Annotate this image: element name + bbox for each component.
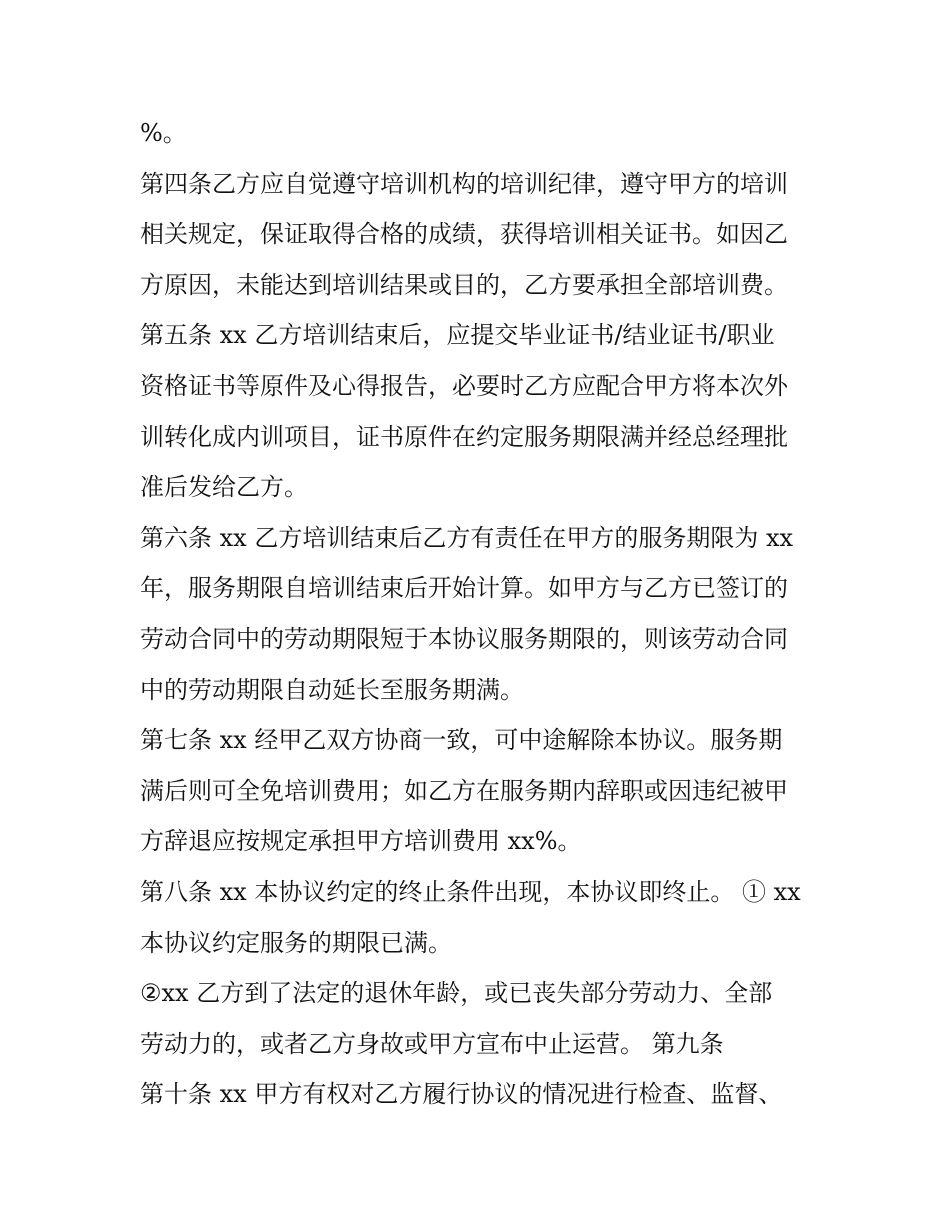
text-line: 第七条 xx 经甲乙双方协商一致，可中途解除本协议。服务期: [140, 726, 783, 755]
text-line: 准后发给乙方。: [140, 473, 308, 502]
text-line: 方原因，未能达到培训结果或目的，乙方要承担全部培训费。: [140, 270, 788, 299]
text-line: %。: [140, 119, 187, 147]
text-line: 方辞退应按规定承担甲方培训费用 xx%。: [140, 827, 582, 856]
text-line: 第五条 xx 乙方培训结束后，应提交毕业证书/结业证书/职业: [140, 321, 775, 350]
text-line: 第六条 xx 乙方培训结束后乙方有责任在甲方的服务期限为 xx: [140, 523, 794, 552]
text-line: ②xx 乙方到了法定的退休年龄，或已丧失部分劳动力、全部: [140, 979, 773, 1008]
text-line: 资格证书等原件及心得报告，必要时乙方应配合甲方将本次外: [140, 371, 788, 400]
text-line: 中的劳动期限自动延长至服务期满。: [140, 675, 524, 704]
text-line: 相关规定，保证取得合格的成绩，获得培训相关证书。如因乙: [140, 220, 788, 249]
text-line: 本协议约定服务的期限已满。: [140, 928, 452, 957]
text-line: 劳动力的，或者乙方身故或甲方宣布中止运营。 第九条: [140, 1029, 724, 1058]
text-line: 第四条乙方应自觉遵守培训机构的培训纪律，遵守甲方的培训: [140, 169, 788, 198]
text-line: 第八条 xx 本协议约定的终止条件出现，本协议即终止。 ① xx: [140, 877, 801, 906]
text-line: 满后则可全免培训费用；如乙方在服务期内辞职或因违纪被甲: [140, 776, 788, 805]
text-line: 年，服务期限自培训结束后开始计算。如甲方与乙方已签订的: [140, 574, 788, 603]
text-line: 训转化成内训项目，证书原件在约定服务期限满并经总经理批: [140, 422, 788, 451]
document-body: [140, 108, 820, 1120]
text-line: 第十条 xx 甲方有权对乙方履行协议的情况进行检查、监督、: [140, 1080, 783, 1109]
text-line: 劳动合同中的劳动期限短于本协议服务期限的，则该劳动合同: [140, 624, 788, 653]
